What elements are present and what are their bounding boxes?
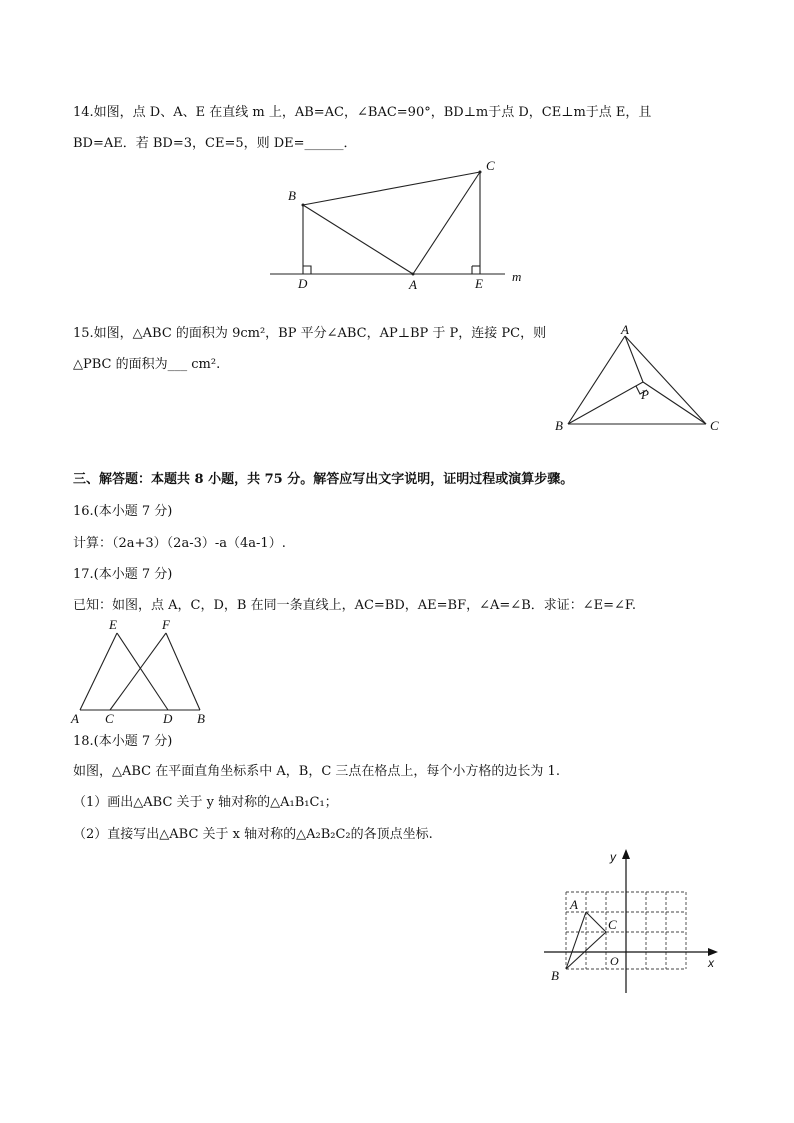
q16-header: 16.(本小题 7 分)	[73, 504, 173, 519]
segment-ed	[117, 633, 168, 710]
q17-figure	[66, 615, 226, 730]
label-c: C	[105, 711, 114, 726]
y-axis-arrow	[622, 849, 630, 859]
segment-ae	[80, 633, 117, 710]
label-e: E	[109, 617, 117, 632]
right-angle-d	[303, 266, 311, 274]
x-axis-arrow	[708, 948, 718, 956]
q15-figure	[548, 320, 728, 438]
label-a: A	[409, 277, 417, 292]
segment-ap	[625, 336, 643, 382]
segment-ac	[625, 336, 706, 424]
segment-fb	[166, 633, 200, 710]
label-c: C	[710, 418, 719, 433]
segment-bp	[568, 382, 643, 424]
label-c: C	[608, 917, 617, 932]
label-origin: O	[610, 954, 619, 968]
label-c: C	[486, 158, 495, 173]
segment-ab	[568, 336, 625, 424]
q17-header: 17.(本小题 7 分)	[73, 567, 173, 582]
label-a: A	[71, 711, 79, 726]
q15-text-line2: △PBC 的面积为___ cm².	[73, 357, 221, 372]
q18-part2: （2）直接写出△ABC 关于 x 轴对称的△A₂B₂C₂的各顶点坐标.	[73, 827, 433, 842]
label-y: y	[610, 850, 616, 864]
segment-ab	[303, 205, 413, 274]
label-b: B	[288, 188, 296, 203]
label-p: P	[641, 387, 649, 402]
section3-heading: 三、解答题：本题共 8 小题，共 75 分。解答应写出文字说明，证明过程或演算步骤。	[73, 472, 574, 487]
q14-text-line1: 14.如图，点 D、A、E 在直线 m 上，AB=AC，∠BAC=90°，BD⊥m于点 D，CE⊥m于点 E，且	[73, 105, 652, 120]
label-b: B	[551, 968, 559, 983]
label-f: F	[162, 617, 170, 632]
label-a: A	[621, 322, 629, 337]
triangle-abc	[566, 912, 606, 969]
q17-body: 已知：如图，点 A，C，D，B 在同一条直线上，AC=BD，AE=BF，∠A=∠B．求证：∠E=∠F.	[73, 598, 637, 613]
segment-cf	[110, 633, 166, 710]
label-a: A	[570, 897, 578, 912]
label-b: B	[197, 711, 205, 726]
q16-body: 计算：（2a+3）（2a-3）-a（4a-1）.	[73, 536, 286, 551]
q15-text-line1: 15.如图，△ABC 的面积为 9cm²，BP 平分∠ABC，AP⊥BP 于 P，连接 PC，则	[73, 326, 547, 341]
q18-body: 如图，△ABC 在平面直角坐标系中 A，B，C 三点在格点上，每个小方格的边长为 1.	[73, 764, 560, 779]
segment-ac	[413, 172, 480, 274]
label-x: x	[708, 956, 714, 970]
segment-pc	[643, 382, 706, 424]
label-m: m	[512, 269, 522, 284]
q18-coordinate-figure	[540, 845, 730, 995]
segment-bc	[303, 172, 480, 205]
label-e: E	[475, 276, 483, 291]
label-b: B	[555, 418, 563, 433]
q14-text-line2: BD=AE．若 BD=3，CE=5，则 DE=______．	[73, 136, 357, 151]
q18-part1: （1）画出△ABC 关于 y 轴对称的△A₁B₁C₁；	[73, 795, 338, 810]
label-d: D	[298, 276, 308, 291]
q18-header: 18.(本小题 7 分)	[73, 734, 173, 749]
q14-figure	[260, 155, 540, 295]
label-d: D	[163, 711, 173, 726]
